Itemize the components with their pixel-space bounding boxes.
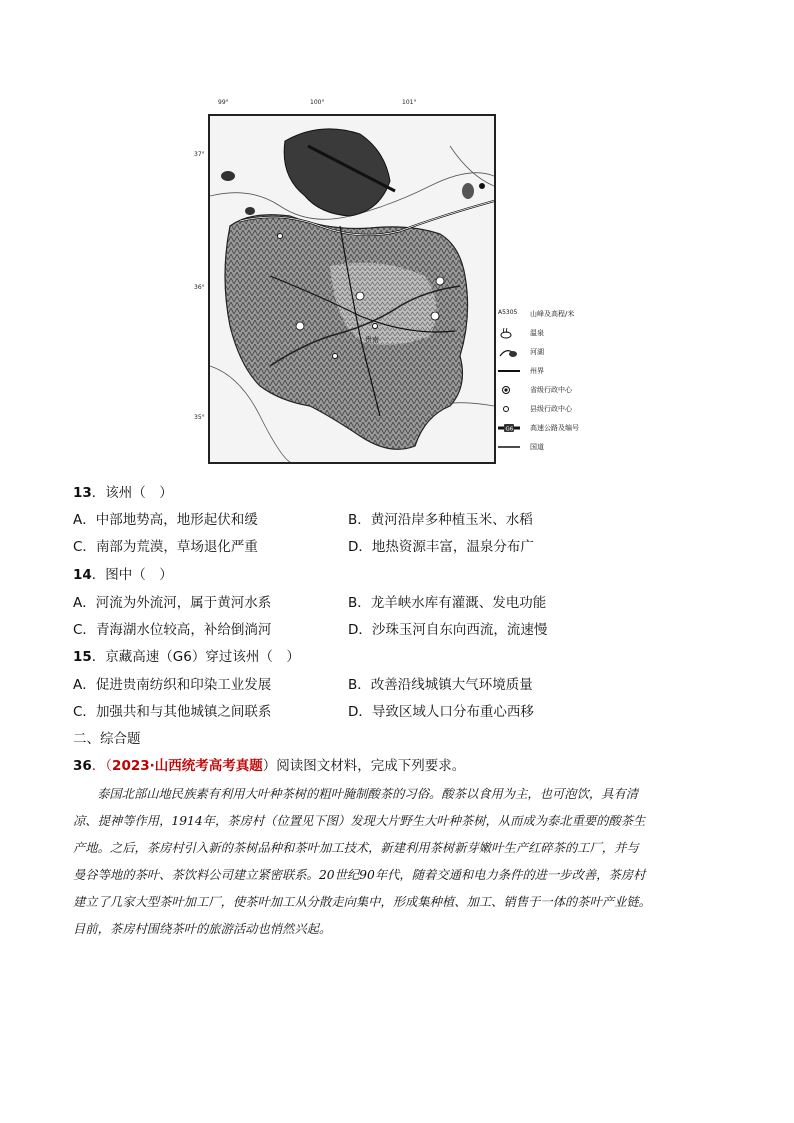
- legend-item-peak: [498, 308, 630, 322]
- lat-label-36: 36°: [194, 284, 205, 291]
- legend-item-highway: [498, 422, 630, 436]
- qinghai-lake: [284, 129, 390, 216]
- legend-item-boundary: [498, 365, 630, 379]
- q13-option-d[interactable]: [348, 538, 534, 556]
- question-stem: ．京藏高速（G6）穿过该州（ ）: [91, 649, 300, 665]
- legend-label: 温泉: [530, 329, 544, 337]
- material-paragraph: [73, 781, 733, 943]
- legend-label: 河湖: [530, 348, 544, 356]
- legend-item-provincial: [498, 384, 630, 398]
- county-center-icon: [333, 354, 338, 359]
- place-label-guinan: 贵南: [365, 336, 379, 344]
- option-text: 河流为外流河，属于黄河水系: [95, 595, 272, 611]
- q14-option-b[interactable]: [348, 594, 546, 612]
- paragraph-line: 凉、提神等作用，1914年，茶房村（位置见下图）发现大片野生大叶种茶树，从而成为泰北重要的酸茶生: [73, 814, 646, 828]
- q14-option-d[interactable]: [348, 621, 547, 639]
- question-number: 14: [73, 567, 92, 583]
- option-letter: D．: [348, 704, 372, 720]
- legend-label: 国道: [530, 443, 544, 451]
- question-source[interactable]: 2023·山西统考高考真题: [112, 758, 263, 774]
- county-center-icon: [373, 324, 378, 329]
- national-road-line: [498, 441, 520, 453]
- option-text: 黄河沿岸多种植玉米、水稻: [370, 512, 533, 528]
- q15-option-a[interactable]: [73, 676, 271, 694]
- prefecture-boundary-line: [498, 365, 520, 377]
- highway-number: G6: [505, 426, 514, 433]
- outer-road: [450, 146, 494, 186]
- option-letter: B．: [348, 512, 371, 528]
- paragraph-line: 曼谷等地的茶叶、茶饮料公司建立紧密联系。20世纪90年代，随着交通和电力条件的进一步改善，茶房村: [73, 868, 646, 882]
- lat-label-35: 35°: [194, 414, 205, 421]
- option-letter: A．: [73, 677, 96, 693]
- legend-item-national-road: [498, 441, 630, 455]
- county-center-icon: [498, 403, 520, 415]
- q15-option-b[interactable]: [348, 676, 533, 694]
- lon-label-101: 101°: [402, 99, 417, 106]
- option-text: 青海湖水位较高，补给倒淌河: [95, 622, 272, 638]
- lon-label-100: 100°: [310, 99, 325, 106]
- paragraph-line: 目前，茶房村围绕茶叶的旅游活动也悄然兴起。: [73, 922, 332, 936]
- provincial-center-icon: [479, 183, 485, 189]
- map-figure: [190, 96, 630, 470]
- hot-spring-icon: [431, 312, 439, 320]
- legend-label: 高速公路及编号: [530, 424, 579, 432]
- legend-label: 山峰及高程/米: [530, 310, 575, 318]
- question-14-stem: [73, 566, 173, 584]
- question-number: 13: [73, 485, 92, 501]
- hot-spring-icon: [436, 277, 444, 285]
- q14-option-c[interactable]: [73, 621, 271, 639]
- river-lake-icon: [498, 346, 520, 358]
- legend-label: 省级行政中心: [530, 386, 572, 394]
- option-letter: A．: [73, 595, 96, 611]
- highway-icon: [498, 422, 520, 434]
- paragraph-line: 泰国北部山地民族素有利用大叶种茶树的粗叶腌制酸茶的习俗。酸茶以食用为主，也可泡饮，具有清: [97, 787, 639, 801]
- option-letter: C．: [73, 622, 96, 638]
- option-text: 促进贵南纺织和印染工业发展: [95, 677, 272, 693]
- lat-label-37: 37°: [194, 151, 205, 158]
- option-letter: B．: [348, 677, 371, 693]
- peak-symbol: A5305: [498, 309, 518, 316]
- option-letter: D．: [348, 539, 372, 555]
- hot-spring-icon: [296, 322, 304, 330]
- relief-map: [210, 116, 494, 462]
- option-text: 地热资源丰富，温泉分布广: [371, 539, 534, 555]
- option-letter: B．: [348, 595, 371, 611]
- q14-option-a[interactable]: [73, 594, 271, 612]
- q13-option-a[interactable]: [73, 511, 258, 529]
- option-text: 南部为荒漠，草场退化严重: [95, 539, 258, 555]
- paragraph-line: 建立了几家大型茶叶加工厂，使茶叶加工从分散走向集中，形成集种植、加工、销售于一体的茶叶产业链。: [73, 895, 651, 909]
- legend-item-county: [498, 403, 630, 417]
- provincial-center-icon: [498, 384, 520, 396]
- legend-label: 州界: [530, 367, 544, 375]
- q15-option-d[interactable]: [348, 703, 534, 721]
- q15-option-c[interactable]: [73, 703, 271, 721]
- question-15-stem: [73, 648, 300, 666]
- question-36-stem: [73, 757, 465, 775]
- legend-item-hot-spring: [498, 327, 630, 341]
- county-center-icon: [278, 234, 283, 239]
- small-lake: [462, 183, 474, 199]
- option-letter: D．: [348, 622, 372, 638]
- option-text: 加强共和与其他城镇之间联系: [95, 704, 272, 720]
- section-heading: 二、综合题: [73, 731, 141, 747]
- question-number: 36: [73, 758, 92, 774]
- question-stem: ．图中（ ）: [91, 567, 173, 583]
- lon-label-99: 99°: [218, 99, 229, 106]
- option-text: 龙羊峡水库有灌溉、发电功能: [370, 595, 547, 611]
- option-letter: A．: [73, 512, 96, 528]
- option-text: 沙珠玉河自东向西流，流速慢: [371, 622, 548, 638]
- legend-item-river: [498, 346, 630, 360]
- hot-spring-icon: [356, 292, 364, 300]
- hot-spring-icon: [498, 327, 520, 339]
- map-frame: [208, 114, 496, 464]
- legend-label: 县级行政中心: [530, 405, 572, 413]
- paragraph-line: 产地。之后，茶房村引入新的茶树品种和茶叶加工技术，新建利用茶树新芽嫩叶生产红碎茶的工厂，并与: [73, 841, 639, 855]
- small-lake: [221, 171, 235, 181]
- q13-option-b[interactable]: [348, 511, 533, 529]
- question-number: 15: [73, 649, 92, 665]
- option-letter: C．: [73, 539, 96, 555]
- option-text: 导致区域人口分布重心西移: [371, 704, 534, 720]
- option-letter: C．: [73, 704, 96, 720]
- question-stem: ．该州（ ）: [91, 485, 173, 501]
- small-lake: [245, 207, 255, 215]
- question-instruction: ）阅读图文材料，完成下列要求。: [262, 758, 466, 774]
- option-text: 改善沿线城镇大气环境质量: [370, 677, 533, 693]
- question-13-stem: [73, 484, 173, 502]
- option-text: 中部地势高，地形起伏和缓: [95, 512, 258, 528]
- q13-option-c[interactable]: [73, 538, 258, 556]
- source-bracket-open: ．（: [91, 758, 113, 774]
